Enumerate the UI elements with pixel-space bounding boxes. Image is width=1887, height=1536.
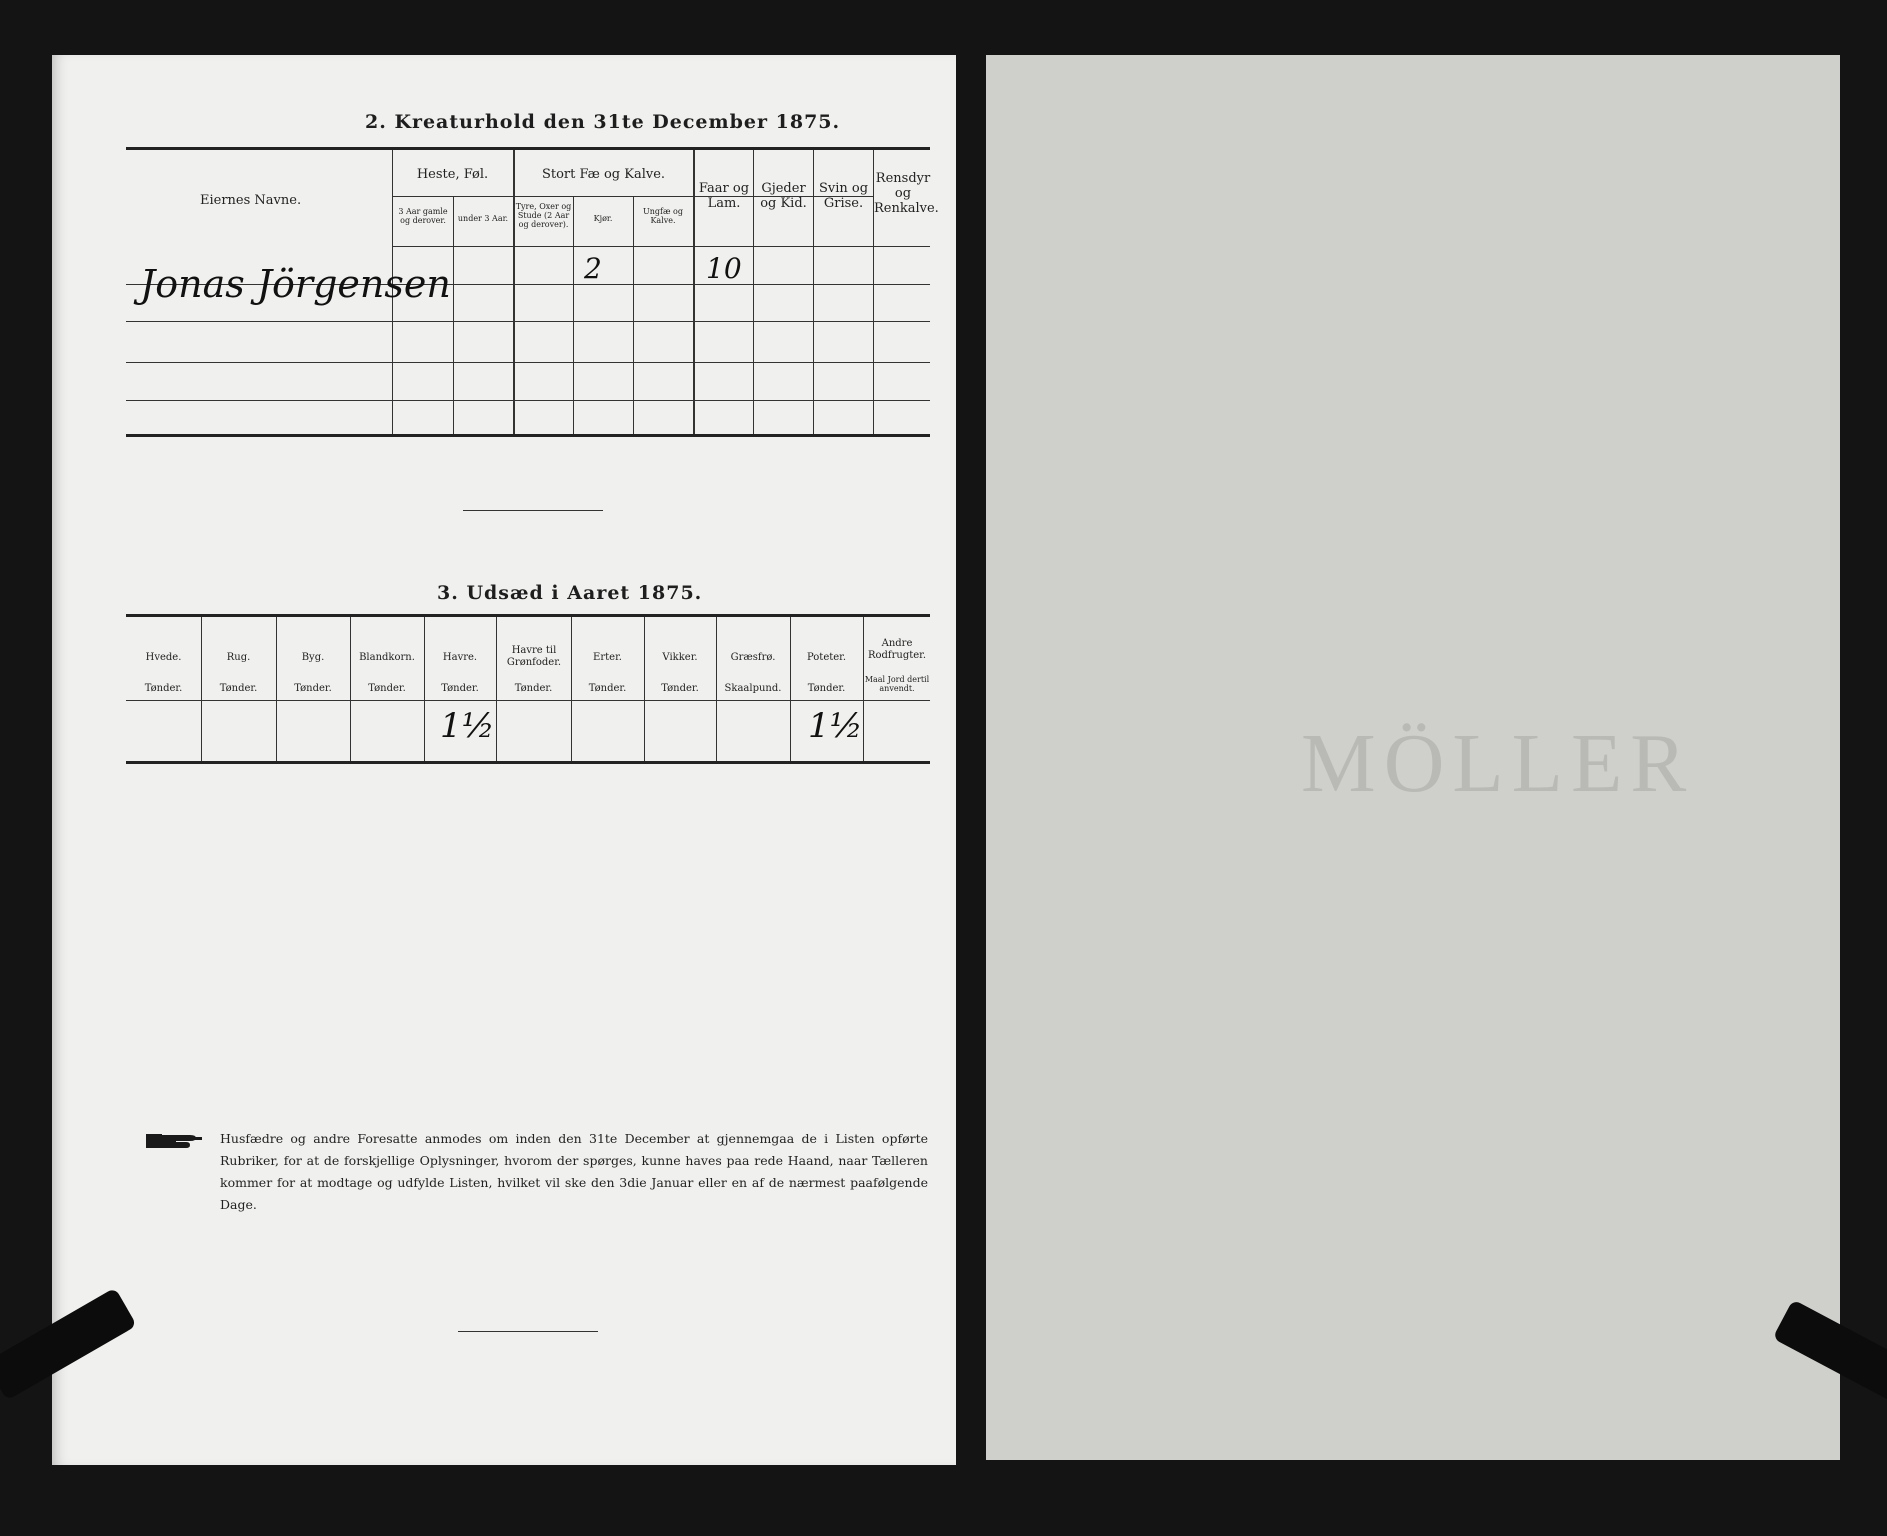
col-graesfro-unit: Skaalpund. <box>724 683 782 694</box>
col-hvede: Hvede. <box>145 652 182 663</box>
section2-title: 2. Kreaturhold den 31te December 1875. <box>365 111 841 133</box>
col-poteter-unit: Tønder. <box>807 683 846 694</box>
col-andre-rodfrugter-unit: Maal Jord dertil anvendt. <box>864 675 930 694</box>
col-blandkorn: Blandkorn. <box>359 652 415 663</box>
col-vikker: Vikker. <box>662 652 698 663</box>
col-byg: Byg. <box>301 652 325 663</box>
header-heste-under3: under 3 Aar. <box>457 214 509 223</box>
col-hvede-unit: Tønder. <box>144 683 183 694</box>
header-stort-fae: Stort Fæ og Kalve. <box>541 167 666 182</box>
section3-title: 3. Udsæd i Aaret 1875. <box>437 582 703 604</box>
col-rug-unit: Tønder. <box>219 683 258 694</box>
header-gjeder: Gjeder og Kid. <box>760 181 807 211</box>
header-kjor: Kjør. <box>593 214 613 223</box>
header-ungfae: Ungfæ og Kalve. <box>643 207 683 226</box>
faar-value: 10 <box>706 252 742 285</box>
header-heste-3aar: 3 Aar gamle og derover. <box>398 207 448 226</box>
havre-value: 1½ <box>440 706 495 746</box>
header-svin: Svin og Grise. <box>818 181 869 211</box>
col-byg-unit: Tønder. <box>294 683 332 694</box>
right-page <box>986 55 1840 1460</box>
header-faar: Faar og Lam. <box>698 181 750 211</box>
header-tyre-oxer: Tyre, Oxer og Stude (2 Aar og derover). <box>515 202 572 230</box>
footnote-text: Husfædre og andre Foresatte anmodes om inden den 31te December at gjennemgaa de i Listen opførte Rubriker, for at de forskjellige Oplysninger, hvorom der spørges, kunne haves paa rede Haand, naar Tælleren kommer for at modtage og udfylde Listen, hvilket vil ske den 3die Januar eller en af de nærmest paafølgende Dage. <box>220 1131 928 1212</box>
col-havre-gronfoder-unit: Tønder. <box>514 683 553 694</box>
col-rug: Rug. <box>226 652 251 663</box>
col-vikker-unit: Tønder. <box>661 683 699 694</box>
owner-name: Jonas Jörgensen <box>140 262 451 306</box>
col-andre-rodfrugter: Andre Rodfrugter. <box>867 638 927 661</box>
header-heste: Heste, Føl. <box>416 167 489 182</box>
col-blandkorn-unit: Tønder. <box>368 683 406 694</box>
col-havre: Havre. <box>442 652 478 663</box>
col-erter-unit: Tønder. <box>588 683 627 694</box>
watermark: MÖLLER <box>1301 717 1695 810</box>
header-owner: Eiernes Navne. <box>200 193 302 208</box>
col-erter: Erter. <box>593 652 622 663</box>
col-havre-gronfoder: Havre til Grønfoder. <box>506 645 562 668</box>
poteter-value: 1½ <box>808 706 863 746</box>
kjor-value: 2 <box>584 252 602 285</box>
col-poteter: Poteter. <box>806 652 847 663</box>
header-rensdyr: Rensdyr og Renkalve. <box>874 171 939 216</box>
pointing-hand-icon <box>146 1130 204 1152</box>
col-graesfro: Græsfrø. <box>730 652 776 663</box>
divider-short-1 <box>463 510 603 511</box>
col-havre-unit: Tønder. <box>441 683 479 694</box>
divider-short-2 <box>458 1331 598 1332</box>
